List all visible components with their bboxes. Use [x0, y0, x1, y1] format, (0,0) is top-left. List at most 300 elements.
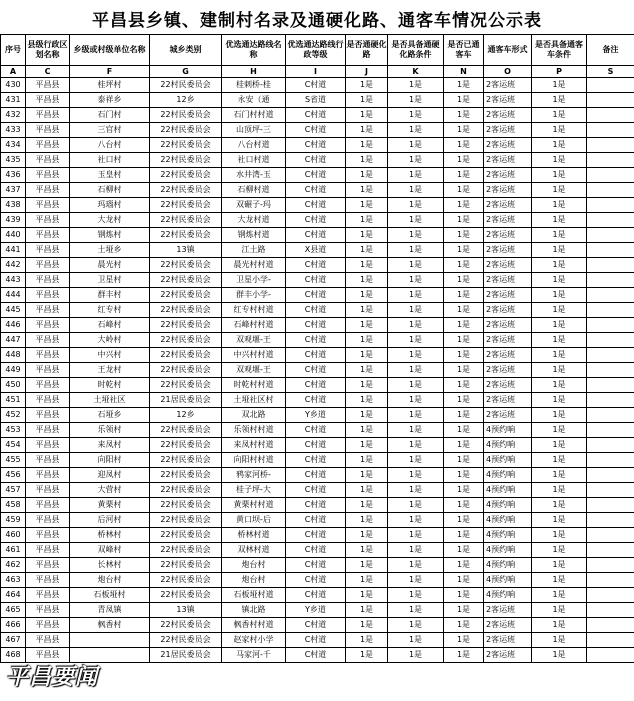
table-cell: 22村民委员会	[150, 153, 222, 168]
table-cell: 22村民委员会	[150, 378, 222, 393]
table-cell: 13镇	[150, 603, 222, 618]
table-cell: 平昌县	[26, 453, 70, 468]
table-cell: 山顶坪-三	[222, 123, 286, 138]
table-cell: 2客运班	[484, 198, 532, 213]
table-cell: 459	[1, 513, 26, 528]
table-cell: 463	[1, 573, 26, 588]
table-cell: 467	[1, 633, 26, 648]
column-letter: P	[532, 66, 587, 78]
table-cell: 1是	[532, 363, 587, 378]
table-row	[1, 378, 634, 393]
table-cell: 2客运班	[484, 348, 532, 363]
column-header: 序号	[1, 35, 26, 66]
table-cell: 1是	[532, 348, 587, 363]
table-cell: 22村民委员会	[150, 123, 222, 138]
table-cell: 1是	[388, 168, 444, 183]
table-cell: 443	[1, 273, 26, 288]
table-cell	[70, 633, 150, 648]
table-cell: 1是	[532, 318, 587, 333]
table-cell: 永安（通	[222, 93, 286, 108]
table-cell: 1是	[532, 333, 587, 348]
table-cell: 1是	[532, 483, 587, 498]
table-cell: 平昌县	[26, 363, 70, 378]
table-cell	[587, 363, 634, 378]
table-cell: 王龙村	[70, 363, 150, 378]
table-cell: 平昌县	[26, 393, 70, 408]
table-cell	[587, 543, 634, 558]
table-cell: 1是	[532, 303, 587, 318]
table-cell: 1是	[532, 633, 587, 648]
table-row	[1, 108, 634, 123]
table-cell: 4预约响	[484, 453, 532, 468]
table-cell: 石板垭村	[70, 588, 150, 603]
table-cell: 1是	[388, 78, 444, 93]
table-cell: 平昌县	[26, 258, 70, 273]
table-cell: 1是	[532, 438, 587, 453]
table-cell: 1是	[444, 618, 484, 633]
table-cell: 社口村道	[222, 153, 286, 168]
table-cell: 2客运班	[484, 318, 532, 333]
table-cell: 八台村道	[222, 138, 286, 153]
table-cell	[587, 633, 634, 648]
table-cell: 1是	[444, 468, 484, 483]
table-cell: 4预约响	[484, 498, 532, 513]
column-header: 备注	[587, 35, 634, 66]
table-cell: 黄栗村村道	[222, 498, 286, 513]
table-cell: 平昌县	[26, 333, 70, 348]
table-cell: 430	[1, 78, 26, 93]
table-cell: 1是	[532, 273, 587, 288]
table-cell: 1是	[388, 228, 444, 243]
table-cell: 4预约响	[484, 438, 532, 453]
table-cell: 1是	[388, 93, 444, 108]
table-row	[1, 438, 634, 453]
column-letter: J	[346, 66, 388, 78]
table-row	[1, 153, 634, 168]
table-cell: 1是	[532, 183, 587, 198]
table-cell: 2客运班	[484, 618, 532, 633]
table-cell: 1是	[346, 603, 388, 618]
table-cell: 平昌县	[26, 408, 70, 423]
column-letter: A	[1, 66, 26, 78]
table-cell: 1是	[532, 573, 587, 588]
table-cell: 双峰村	[70, 543, 150, 558]
table-row	[1, 93, 634, 108]
table-cell: 1是	[444, 633, 484, 648]
table-row	[1, 483, 634, 498]
table-cell: 2客运班	[484, 183, 532, 198]
table-cell: C村道	[286, 228, 346, 243]
table-cell: 大营村	[70, 483, 150, 498]
table-cell: 双北路	[222, 408, 286, 423]
table-cell: C村道	[286, 423, 346, 438]
column-letter: F	[70, 66, 150, 78]
table-row	[1, 588, 634, 603]
table-cell: 双碾子-玛	[222, 198, 286, 213]
table-cell	[587, 288, 634, 303]
table-cell: 2客运班	[484, 243, 532, 258]
table-cell: 1是	[444, 228, 484, 243]
column-header: 优选通达路线行政等级	[286, 35, 346, 66]
table-cell	[587, 393, 634, 408]
table-cell: 22村民委员会	[150, 183, 222, 198]
table-cell: 平昌县	[26, 243, 70, 258]
column-header: 是否已通客车	[444, 35, 484, 66]
table-cell	[587, 228, 634, 243]
table-cell: 1是	[444, 453, 484, 468]
table-cell	[587, 483, 634, 498]
table-cell: 1是	[346, 378, 388, 393]
table-cell: 1是	[444, 213, 484, 228]
column-letter: S	[587, 66, 634, 78]
table-cell: 22村民委员会	[150, 273, 222, 288]
table-cell: 八台村	[70, 138, 150, 153]
table-cell: 1是	[444, 303, 484, 318]
table-cell: 平昌县	[26, 483, 70, 498]
table-cell: 1是	[532, 618, 587, 633]
table-cell: 22村民委员会	[150, 573, 222, 588]
table-cell: 群丰村	[70, 288, 150, 303]
table-cell: 22村民委员会	[150, 228, 222, 243]
table-row	[1, 528, 634, 543]
table-cell: 1是	[444, 123, 484, 138]
table-row	[1, 138, 634, 153]
table-cell: 泰祥乡	[70, 93, 150, 108]
table-cell: 石门村村道	[222, 108, 286, 123]
table-cell: 平昌县	[26, 138, 70, 153]
table-cell: 1是	[346, 108, 388, 123]
table-cell: 22村民委员会	[150, 363, 222, 378]
table-row	[1, 423, 634, 438]
table-cell: 平昌县	[26, 123, 70, 138]
table-cell: 1是	[388, 213, 444, 228]
table-cell: 2客运班	[484, 228, 532, 243]
table-cell: 1是	[346, 348, 388, 363]
table-cell: S省道	[286, 93, 346, 108]
table-cell: 1是	[444, 423, 484, 438]
table-row	[1, 603, 634, 618]
table-cell	[587, 648, 634, 663]
table-cell: 1是	[444, 408, 484, 423]
table-cell: 平昌县	[26, 543, 70, 558]
table-cell: 1是	[346, 363, 388, 378]
table-cell: 长林村	[70, 558, 150, 573]
table-cell: C村道	[286, 153, 346, 168]
table-cell: 钢炼村道	[222, 228, 286, 243]
table-cell: 448	[1, 348, 26, 363]
table-cell: 1是	[388, 393, 444, 408]
table-row	[1, 78, 634, 93]
table-cell: 21居民委员会	[150, 648, 222, 663]
table-cell: 晨光村村道	[222, 258, 286, 273]
table-cell: 1是	[346, 453, 388, 468]
table-row	[1, 633, 634, 648]
table-row	[1, 213, 634, 228]
table-row	[1, 558, 634, 573]
table-cell: 4预约响	[484, 423, 532, 438]
table-row	[1, 333, 634, 348]
table-cell: 1是	[388, 408, 444, 423]
table-cell: 1是	[346, 213, 388, 228]
table-cell	[587, 468, 634, 483]
table-row	[1, 363, 634, 378]
table-cell: C村道	[286, 633, 346, 648]
table-cell: 1是	[444, 393, 484, 408]
table-cell: 1是	[388, 588, 444, 603]
table-cell: 玛瑙村	[70, 198, 150, 213]
table-cell: 晨光村	[70, 258, 150, 273]
table-cell: 1是	[444, 603, 484, 618]
table-cell: 1是	[532, 393, 587, 408]
table-cell	[587, 318, 634, 333]
table-cell: 22村民委员会	[150, 633, 222, 648]
table-cell: 1是	[444, 378, 484, 393]
table-cell: 433	[1, 123, 26, 138]
table-cell: C村道	[286, 588, 346, 603]
table-cell: 枫香村	[70, 618, 150, 633]
table-cell: C村道	[286, 378, 346, 393]
table-cell	[587, 333, 634, 348]
table-cell: C村道	[286, 213, 346, 228]
table-cell: 1是	[444, 258, 484, 273]
table-cell: C村道	[286, 123, 346, 138]
table-cell: 1是	[444, 483, 484, 498]
table-cell: 石峰村	[70, 318, 150, 333]
table-cell: 1是	[346, 498, 388, 513]
table-row	[1, 318, 634, 333]
column-header: 是否通硬化路	[346, 35, 388, 66]
table-cell: 1是	[346, 318, 388, 333]
table-cell: 桂子坪-大	[222, 483, 286, 498]
table-cell: 1是	[444, 543, 484, 558]
table-cell: 4预约响	[484, 558, 532, 573]
table-cell: 平昌县	[26, 348, 70, 363]
table-cell: 434	[1, 138, 26, 153]
table-cell: 1是	[532, 93, 587, 108]
table-cell: 435	[1, 153, 26, 168]
table-cell: 2客运班	[484, 378, 532, 393]
header-row	[1, 35, 634, 66]
table-row	[1, 288, 634, 303]
table-cell: 438	[1, 198, 26, 213]
table-cell: 1是	[532, 543, 587, 558]
table-cell: 1是	[444, 573, 484, 588]
table-cell: 22村民委员会	[150, 318, 222, 333]
table-row	[1, 513, 634, 528]
table-cell: 2客运班	[484, 393, 532, 408]
table-cell: 446	[1, 318, 26, 333]
table-cell: 22村民委员会	[150, 423, 222, 438]
table-cell	[587, 558, 634, 573]
table-cell: 石峰村村道	[222, 318, 286, 333]
table-cell: C村道	[286, 78, 346, 93]
table-cell: 1是	[444, 363, 484, 378]
table-cell: 22村民委员会	[150, 453, 222, 468]
table-cell	[587, 183, 634, 198]
table-cell: C村道	[286, 498, 346, 513]
table-cell: 1是	[444, 273, 484, 288]
table-cell: 4预约响	[484, 543, 532, 558]
table-cell: C村道	[286, 273, 346, 288]
table-cell: 时乾村村道	[222, 378, 286, 393]
column-header: 乡级或村级单位名称	[70, 35, 150, 66]
table-cell	[587, 78, 634, 93]
table-cell: 1是	[346, 513, 388, 528]
table-cell: 平昌县	[26, 528, 70, 543]
table-cell: 22村民委员会	[150, 618, 222, 633]
table-cell: 2客运班	[484, 213, 532, 228]
page-title: 平昌县乡镇、建制村名录及通硬化路、通客车情况公示表	[92, 11, 542, 31]
table-cell: 卫星小学-	[222, 273, 286, 288]
table-cell: C村道	[286, 618, 346, 633]
table-cell	[587, 168, 634, 183]
table-row	[1, 408, 634, 423]
table-cell: 1是	[346, 228, 388, 243]
table-cell: 1是	[388, 603, 444, 618]
table-cell: 460	[1, 528, 26, 543]
column-header: 优选通达路线名称	[222, 35, 286, 66]
table-cell: 双观堰-王	[222, 333, 286, 348]
table-cell: 1是	[532, 243, 587, 258]
table-cell: Y乡道	[286, 408, 346, 423]
table-cell: 1是	[388, 108, 444, 123]
table-cell: 1是	[532, 108, 587, 123]
table-cell: 1是	[532, 168, 587, 183]
table-cell: 22村民委员会	[150, 588, 222, 603]
table-cell: 枫香村村道	[222, 618, 286, 633]
table-cell: 石垭乡	[70, 408, 150, 423]
table-cell: 461	[1, 543, 26, 558]
table-cell: 22村民委员会	[150, 468, 222, 483]
table-cell: C村道	[286, 183, 346, 198]
table-cell: 大龙村	[70, 213, 150, 228]
table-row	[1, 228, 634, 243]
table-cell: 1是	[388, 138, 444, 153]
table-cell: 土垭社区村	[222, 393, 286, 408]
table-cell: 1是	[532, 138, 587, 153]
table-cell: 平昌县	[26, 213, 70, 228]
table-cell: 2客运班	[484, 633, 532, 648]
table-cell: 1是	[388, 303, 444, 318]
table-cell: 431	[1, 93, 26, 108]
table-cell: 1是	[532, 123, 587, 138]
table-cell: 时乾村	[70, 378, 150, 393]
table-cell: 平昌县	[26, 318, 70, 333]
data-table	[0, 34, 634, 663]
table-cell: 1是	[444, 168, 484, 183]
table-cell: 镇北路	[222, 603, 286, 618]
table-cell: 468	[1, 648, 26, 663]
table-cell: C村道	[286, 348, 346, 363]
table-cell: Y乡道	[286, 603, 346, 618]
table-cell: 1是	[388, 498, 444, 513]
table-cell: 黄口坝-后	[222, 513, 286, 528]
table-cell: 玉皇村	[70, 168, 150, 183]
table-cell: 22村民委员会	[150, 78, 222, 93]
table-cell: 2客运班	[484, 603, 532, 618]
table-cell: 1是	[444, 198, 484, 213]
table-cell	[587, 273, 634, 288]
table-cell: 平昌县	[26, 303, 70, 318]
table-cell	[587, 438, 634, 453]
watermark-logo: 平昌要闻	[6, 664, 99, 690]
table-cell: C村道	[286, 303, 346, 318]
table-cell: 石柳村道	[222, 183, 286, 198]
table-cell: 青凤镇	[70, 603, 150, 618]
table-cell	[587, 573, 634, 588]
table-cell: 22村民委员会	[150, 558, 222, 573]
table-cell: 1是	[346, 183, 388, 198]
table-row	[1, 618, 634, 633]
table-cell: 22村民委员会	[150, 213, 222, 228]
table-cell: 1是	[388, 543, 444, 558]
table-cell	[587, 108, 634, 123]
table-cell: 水井湾-玉	[222, 168, 286, 183]
table-cell: 向阳村	[70, 453, 150, 468]
table-cell: 22村民委员会	[150, 303, 222, 318]
table-cell: C村道	[286, 363, 346, 378]
table-cell: 1是	[444, 93, 484, 108]
table-cell: 1是	[388, 288, 444, 303]
table-cell: 双观堰-王	[222, 363, 286, 378]
table-cell: 1是	[388, 153, 444, 168]
table-cell: 1是	[388, 273, 444, 288]
table-cell: 465	[1, 603, 26, 618]
table-cell: X县道	[286, 243, 346, 258]
table-cell: 1是	[444, 288, 484, 303]
table-cell: 平昌县	[26, 78, 70, 93]
table-cell: 来凤村	[70, 438, 150, 453]
table-cell	[587, 618, 634, 633]
table-cell: 红专村村道	[222, 303, 286, 318]
table-cell	[587, 348, 634, 363]
table-cell: 22村民委员会	[150, 348, 222, 363]
table-cell: 平昌县	[26, 423, 70, 438]
table-row	[1, 573, 634, 588]
table-cell: 1是	[388, 513, 444, 528]
table-cell: 1是	[388, 243, 444, 258]
table-cell: 1是	[532, 498, 587, 513]
table-cell: 双林村道	[222, 543, 286, 558]
table-cell: 457	[1, 483, 26, 498]
table-cell: 向阳村村道	[222, 453, 286, 468]
table-cell: 450	[1, 378, 26, 393]
table-cell: 449	[1, 363, 26, 378]
table-cell: 1是	[444, 438, 484, 453]
table-cell: 22村民委员会	[150, 198, 222, 213]
table-cell: 1是	[444, 78, 484, 93]
table-cell: 462	[1, 558, 26, 573]
table-cell	[587, 243, 634, 258]
table-cell: 458	[1, 498, 26, 513]
table-cell: 451	[1, 393, 26, 408]
table-cell: C村道	[286, 483, 346, 498]
table-cell: 平昌县	[26, 588, 70, 603]
column-header: 县级行政区划名称	[26, 35, 70, 66]
table-cell: 4预约响	[484, 573, 532, 588]
table-cell: 2客运班	[484, 108, 532, 123]
table-cell: 1是	[346, 303, 388, 318]
table-cell: 平昌县	[26, 198, 70, 213]
table-cell: 455	[1, 453, 26, 468]
table-cell: 439	[1, 213, 26, 228]
table-cell: 1是	[346, 198, 388, 213]
table-cell: 平昌县	[26, 288, 70, 303]
table-cell: 1是	[388, 483, 444, 498]
table-cell: 平昌县	[26, 273, 70, 288]
table-cell: 1是	[388, 618, 444, 633]
table-cell: 大龙村道	[222, 213, 286, 228]
